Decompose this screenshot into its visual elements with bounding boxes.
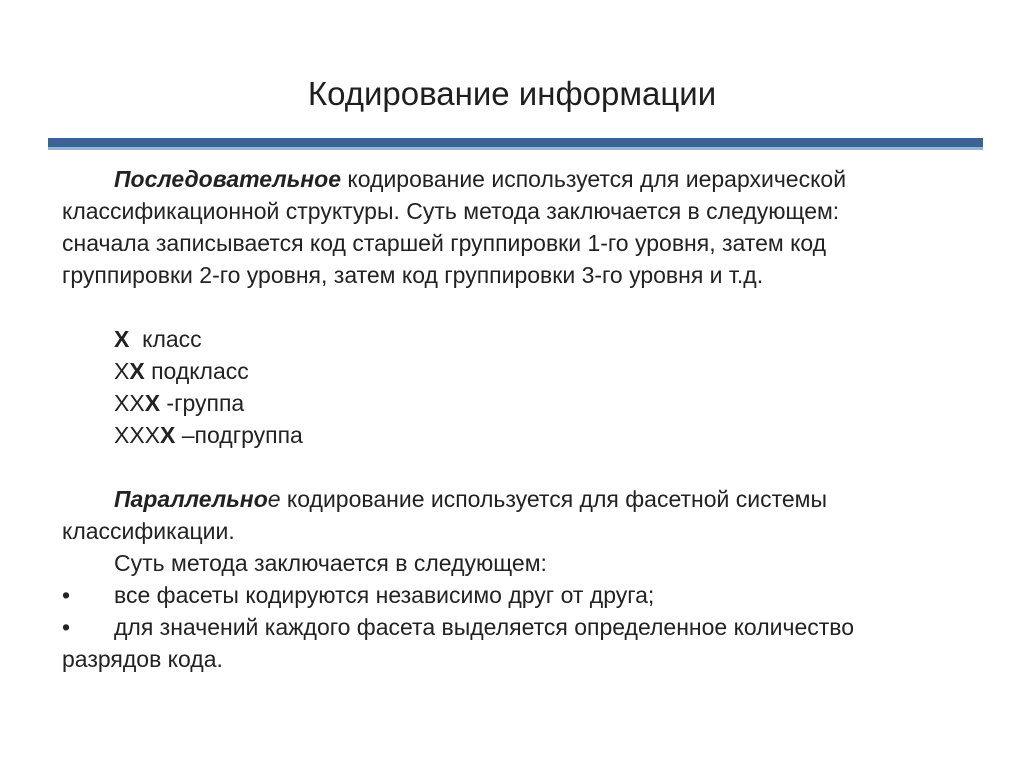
sequential-line-2: классификационной структуры. Суть метода заключается в следующем: [62,198,840,224]
sequential-line-3: сначала записывается код старшей группировки 1-го уровня, затем код [62,230,827,256]
code-prefix: ХХХ [114,422,161,448]
code-bold-char: Х [144,390,161,416]
slide-body [62,163,962,675]
sequential-line-4: группировки 2-го уровня, затем код группировки 3-го уровня и т.д. [62,262,764,288]
bullet-item [62,579,962,611]
code-label: класс [129,326,202,352]
parallel-line-3: Суть метода заключается в следующем: [114,550,547,576]
sequential-term: Последовательное [114,166,342,192]
code-label: –подгруппа [175,422,303,448]
sequential-line-1 [62,163,962,195]
parallel-last-line: разрядов кода. [62,646,223,672]
code-line-subclass [62,355,962,387]
title-divider [48,138,983,147]
code-line-group [62,387,962,419]
parallel-line-1 [62,483,962,515]
code-bold-char: Х [114,326,130,352]
slide-title: Кодирование информации [307,75,717,112]
code-line-class [62,323,962,355]
code-label: -группа [160,390,245,416]
bullet-icon: • [62,582,71,608]
code-label: подкласс [144,358,249,384]
code-prefix: Х [114,358,130,384]
spacer [62,451,962,483]
code-prefix: ХХ [114,390,145,416]
code-bold-char: Х [129,358,145,384]
parallel-line-1-text: кодирование используется для фасетной системы [280,486,827,512]
bullet-icon: • [62,614,71,640]
bullet-item [62,611,962,643]
parallel-term-tail: е [267,486,281,512]
parallel-term: Параллельно [114,486,268,512]
parallel-line-2: классификации. [62,518,235,544]
bullet-text: все фасеты кодируются независимо друг от друга; [114,582,655,608]
sequential-line-1-text: кодирование используется для иерархической [341,166,847,192]
bullet-text: для значений каждого фасета выделяется определенное количество [114,614,855,640]
spacer [62,291,962,323]
code-bold-char: Х [160,422,176,448]
code-line-subgroup [62,419,962,451]
